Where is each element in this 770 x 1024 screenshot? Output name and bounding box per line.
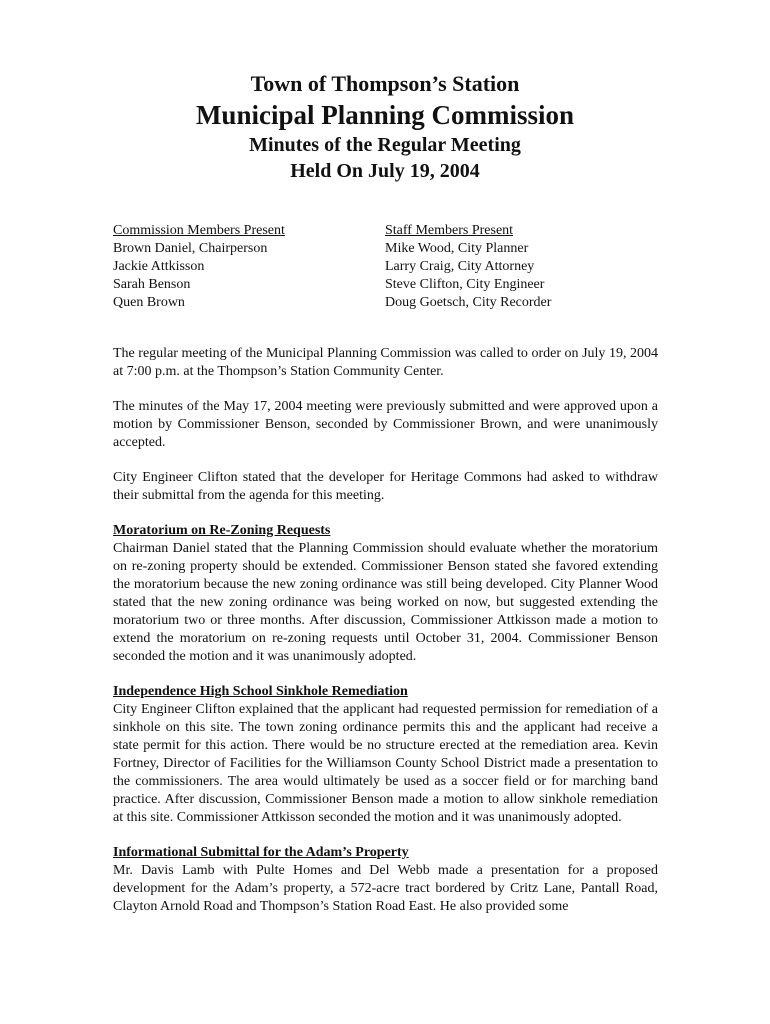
commission-member: Sarah Benson [113,277,191,292]
sinkhole-heading: Independence High School Sinkhole Remediation [113,684,408,699]
commission-members-list [113,222,285,312]
adams-property-heading: Informational Submittal for the Adam’s Property [113,845,409,860]
call-to-order-paragraph: The regular meeting of the Municipal Planning Commission was called to order on July 19, 2004 at 7:00 p.m. at the Thompson’s Station Community Center. [113,346,658,379]
minutes-approval-paragraph: The minutes of the May 17, 2004 meeting were previously submitted and were approved upon a motion by Commissioner Benson, seconded by Commissioner Brown, and were unanimously accepted. [113,399,658,450]
commission-member: Brown Daniel, Chairperson [113,241,268,256]
town-title: Town of Thompson’s Station [250,71,520,96]
moratorium-text: Chairman Daniel stated that the Planning Commission should evaluate whether the moratorium on re-zoning property should be extended. Commissioner Benson stated she favored extending the moratorium because the new zoning ordinance was still being developed. City Planner Wood stated that the new zoning ordinance was being worked on now, but suggested extending the moratorium two or three months. After discussion, Commissioner Attkisson made a motion to extend the moratorium on re-zoning requests until October 31, 2004. Commissioner Benson seconded the motion and it was unanimously adopted. [113,541,658,664]
moratorium-heading: Moratorium on Re-Zoning Requests [113,523,331,538]
minutes-body [113,345,658,933]
staff-members-list [385,222,551,312]
staff-member: Steve Clifton, City Engineer [385,277,545,292]
document-header [0,70,770,184]
staff-members-heading: Staff Members Present [385,223,514,238]
minutes-title: Minutes of the Regular Meeting [249,134,521,156]
sinkhole-text: City Engineer Clifton explained that the applicant had requested permission for remediation of a sinkhole on this site. The town zoning ordinance permits this and the applicant had receive a state permit for this action. There would be no structure erected at the remediation area. Kevin Fortney, Director of Facilities for the Williamson County School District made a presentation to the commissioners. The area would ultimately be used as a soccer field or for marching band practice. After discussion, Commissioner Benson made a motion to allow sinkhole remediation at this site. Commissioner Attkisson seconded the motion and it was unanimously adopted. [113,702,658,825]
commission-members-heading: Commission Members Present [113,223,285,238]
commission-member: Jackie Attkisson [113,259,205,274]
staff-member: Mike Wood, City Planner [385,241,529,256]
staff-member: Larry Craig, City Attorney [385,259,535,274]
meeting-date-title: Held On July 19, 2004 [290,160,480,182]
adams-property-text: Mr. Davis Lamb with Pulte Homes and Del Webb made a presentation for a proposed development for the Adam’s property, a 572-acre tract bordered by Critz Lane, Pantall Road, Clayton Arnold Road and Thompson’s Station Road East. He also provided some [113,863,658,914]
withdrawal-paragraph: City Engineer Clifton stated that the developer for Heritage Commons had asked to withdraw their submittal from the agenda for this meeting. [113,470,658,503]
staff-member: Doug Goetsch, City Recorder [385,295,552,310]
commission-member: Quen Brown [113,295,185,310]
commission-title: Municipal Planning Commission [195,100,575,130]
